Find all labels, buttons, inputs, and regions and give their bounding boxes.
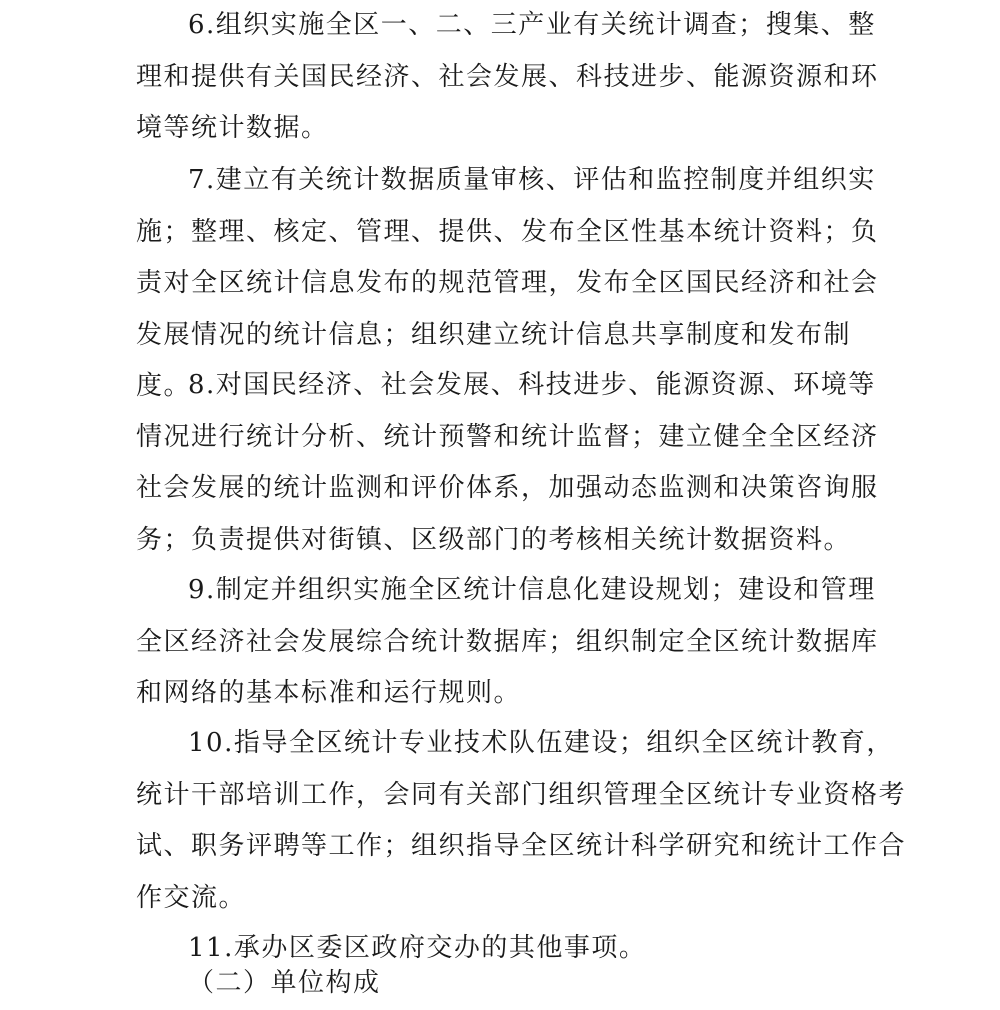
duty-item-6: 6.组织实施全区一、二、三产业有关统计调查；搜集、整理和提供有关国民经济、社会发展、科技进步、能源资源和环境等统计数据。 [136,10,879,143]
duty-item-11: 11.承办区委区政府交办的其他事项。 [188,933,647,963]
section-heading: （二）单位构成 [188,968,381,998]
duty-item-10: 10.指导全区统计专业技术队伍建设；组织全区统计教育，统计干部培训工作，会同有关部门组织管理全区统计专业资格考试、职务评聘等工作；组织指导全区统计科学研究和统计工作合作交流。 [136,728,907,913]
duty-item-7: 7.建立有关统计数据质量审核、评估和监控制度并组织实施；整理、核定、管理、提供、发布全区性基本统计资料；负责对全区统计信息发布的规范管理，发布全区国民经济和社会发展情况的统计信息；组织建立统计信息共享制度和发布制度。 [136,165,879,401]
duty-item-9: 9.制定并组织实施全区统计信息化建设规划；建设和管理全区经济社会发展综合统计数据库；组织制定全区统计数据库和网络的基本标准和运行规则。 [136,575,879,708]
duty-item-8: 8.对国民经济、社会发展、科技进步、能源资源、环境等情况进行统计分析、统计预警和统计监督；建立健全全区经济社会发展的统计监测和评价体系，加强动态监测和决策咨询服务；负责提供对街镇、区级部门的考核相关统计数据资料。 [136,370,879,555]
